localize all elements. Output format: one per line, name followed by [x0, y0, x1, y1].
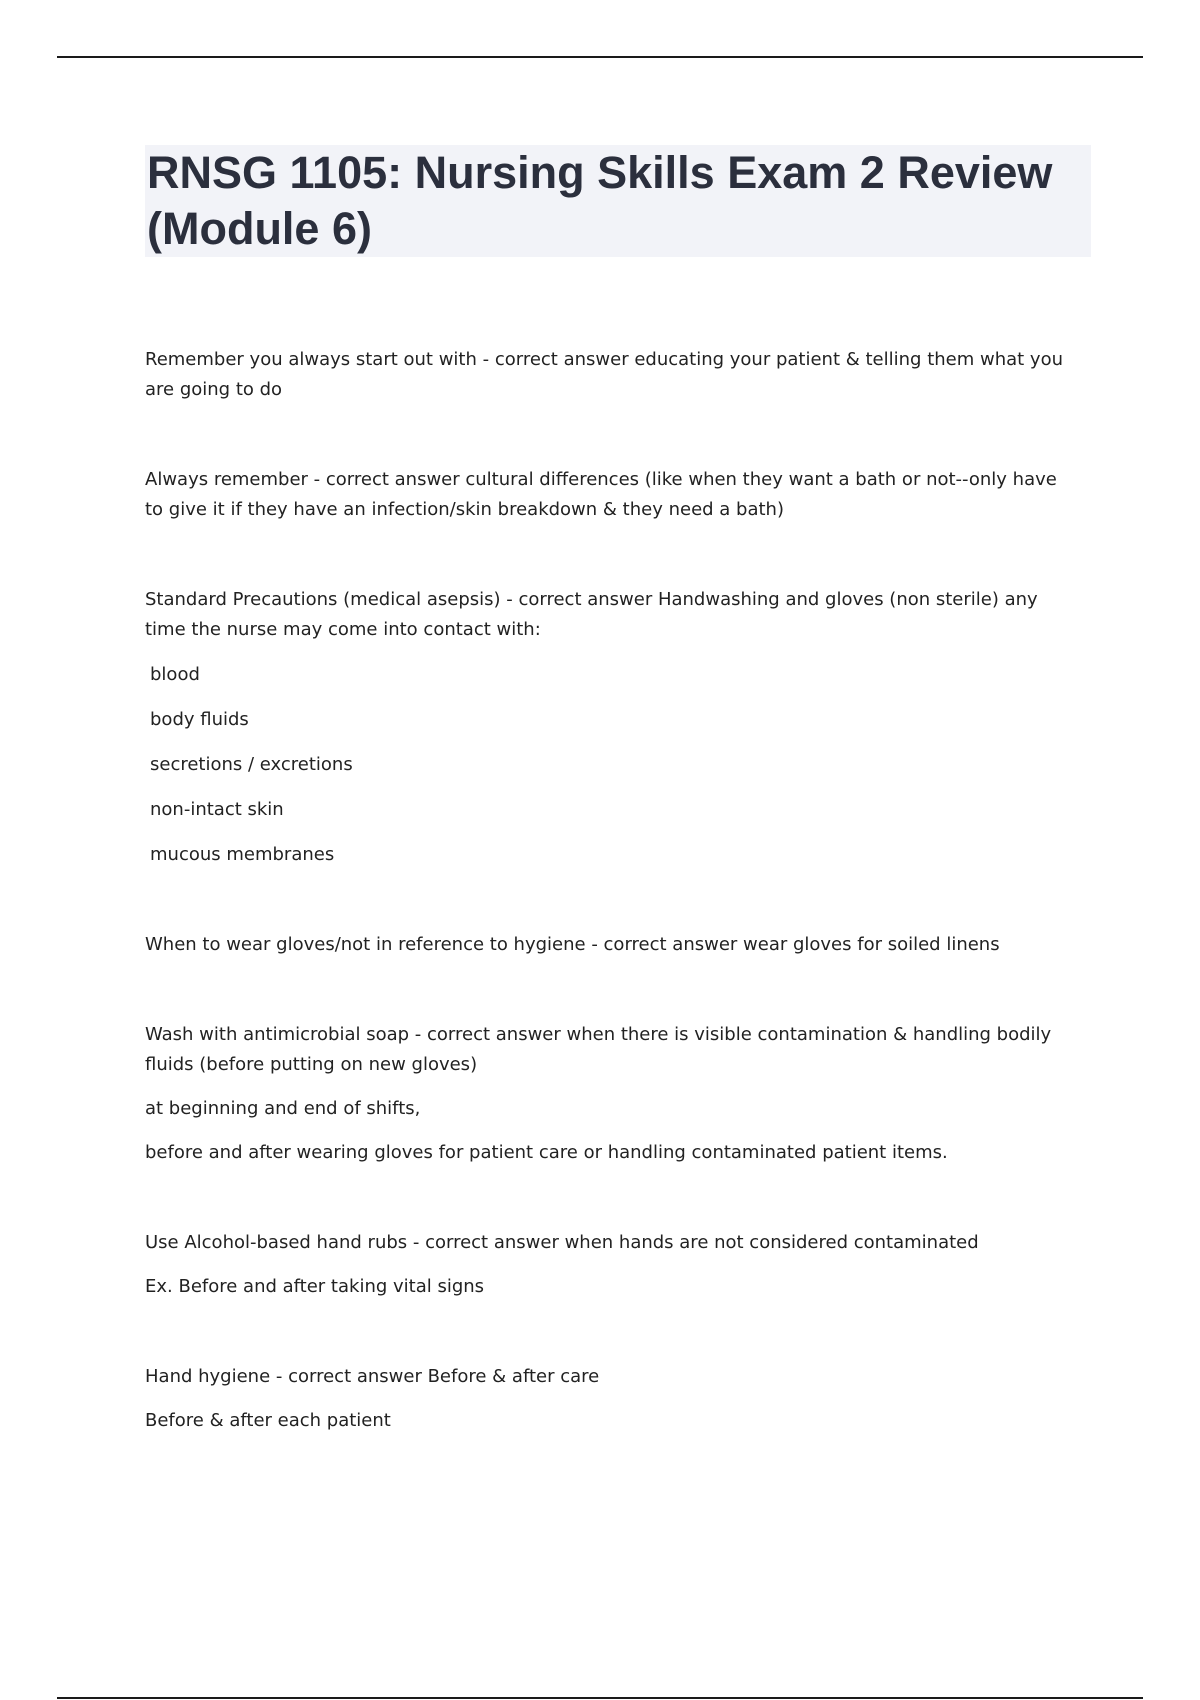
qa-text: When to wear gloves/not in reference to hygiene - correct answer wear gloves for soiled linens	[145, 934, 1000, 955]
qa-item	[145, 1362, 1080, 1436]
qa-item	[145, 345, 1080, 405]
title-block	[145, 145, 1091, 257]
qa-text: Remember you always start out with - correct answer educating your patient & telling them what you are going to do	[145, 349, 1063, 400]
qa-extra-line: Ex. Before and after taking vital signs	[145, 1276, 485, 1297]
top-rule	[57, 56, 1143, 58]
qa-item	[145, 930, 1080, 960]
qa-item	[145, 585, 1080, 870]
list-item: mucous membranes	[150, 844, 335, 865]
qa-text: Hand hygiene - correct answer Before & after care	[145, 1366, 600, 1387]
list-item: body fluids	[150, 709, 249, 730]
qa-item	[145, 1020, 1080, 1168]
qa-text: Wash with antimicrobial soap - correct answer when there is visible contamination & handling bodily fluids (before putting on new gloves)	[145, 1024, 1052, 1075]
list-item: non-intact skin	[150, 799, 284, 820]
qa-text: Always remember - correct answer cultural differences (like when they want a bath or not--only have to give it if they have an infection/skin breakdown & they need a bath)	[145, 469, 1057, 520]
list-item: blood	[150, 664, 200, 685]
bottom-rule	[57, 1697, 1143, 1699]
qa-item	[145, 1228, 1080, 1302]
qa-extra-line: before and after wearing gloves for patient care or handling contaminated patient items.	[145, 1142, 948, 1163]
qa-extra-line: at beginning and end of shifts,	[145, 1098, 421, 1119]
qa-text: Standard Precautions (medical asepsis) - correct answer Handwashing and gloves (non sterile) any time the nurse may come into contact with:	[145, 589, 1038, 640]
page-title: RNSG 1105: Nursing Skills Exam 2 Review (Module 6)	[147, 147, 1053, 254]
qa-extra-line: Before & after each patient	[145, 1410, 391, 1431]
qa-item	[145, 465, 1080, 525]
list-item: secretions / excretions	[150, 754, 353, 775]
qa-text: Use Alcohol-based hand rubs - correct answer when hands are not considered contaminated	[145, 1232, 979, 1253]
document-body	[145, 345, 1080, 1496]
